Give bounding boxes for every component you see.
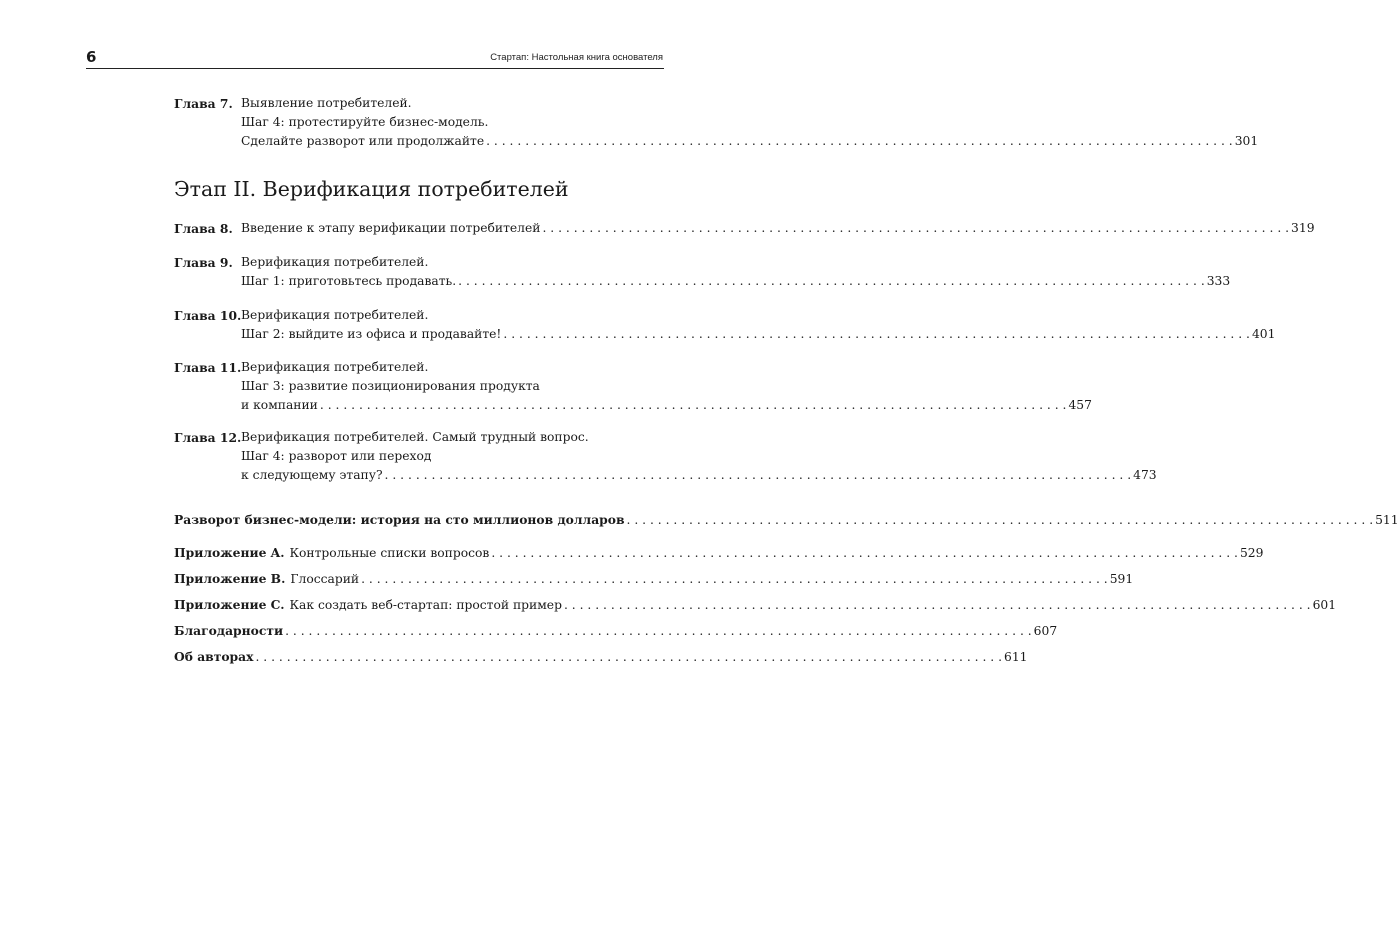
chapter-label: Глава 11.: [174, 360, 242, 375]
toc-entry-chapter-12[interactable]: [174, 428, 1157, 485]
chapter-label: Глава 12.: [174, 430, 242, 445]
page-ref: 301: [1234, 134, 1259, 148]
toc-entry-chapter-10[interactable]: [174, 306, 1276, 344]
toc-entry-chapter-7[interactable]: [174, 94, 1259, 151]
leader-dots: . . . . . . . . . . . . . . . . . . . . . . . . . . . . . . . . . . . . . . . . . . . . . . . . . . . . . . . . . . . . . . . . . . . . . . . . . . . . . . . . . . . . . . . . . . . . . . . .: [255, 650, 1003, 664]
chapter-label: Глава 8.: [174, 221, 233, 236]
running-header: [86, 50, 664, 69]
toc-entry-appendix-a[interactable]: [174, 543, 1264, 562]
chapter-title-line: и компании: [241, 398, 318, 412]
page-ref: 457: [1068, 398, 1092, 412]
toc-entry-chapter-11[interactable]: [174, 358, 1092, 415]
page-ref: 607: [1033, 624, 1058, 638]
chapter-title-line: Верификация потребителей.: [241, 360, 429, 374]
toc-entry-chapter-8[interactable]: [174, 219, 1315, 238]
chapter-title-line: Верификация потребителей. Самый трудный вопрос.: [241, 430, 589, 444]
toc-entry-appendix-b[interactable]: [174, 569, 1134, 588]
chapter-title-line: к следующему этапу?: [241, 468, 383, 482]
leader-dots: . . . . . . . . . . . . . . . . . . . . . . . . . . . . . . . . . . . . . . . . . . . . . . . . . . . . . . . . . . . . . . . . . . . . . . . . . . . . . . . . . . . . . . . . . . . . . . . .: [486, 134, 1233, 148]
chapter-label: Глава 7.: [174, 96, 233, 111]
chapter-title-line: Шаг 1: приготовьтесь продавать.: [241, 274, 457, 288]
toc-entry-acknowledgements[interactable]: [174, 621, 1058, 640]
chapter-title-line: Сделайте разворот или продолжайте: [241, 134, 485, 148]
leader-dots: . . . . . . . . . . . . . . . . . . . . . . . . . . . . . . . . . . . . . . . . . . . . . . . . . . . . . . . . . . . . . . . . . . . . . . . . . . . . . . . . . . . . . . . . . . . . . . . .: [491, 546, 1238, 560]
entry-label: Разворот бизнес-модели: история на сто миллионов долларов: [174, 512, 625, 527]
entry-label: Об авторах: [174, 649, 254, 664]
leader-dots: . . . . . . . . . . . . . . . . . . . . . . . . . . . . . . . . . . . . . . . . . . . . . . . . . . . . . . . . . . . . . . . . . . . . . . . . . . . . . . . . . . . . . . . . . . . . . . . .: [626, 513, 1374, 527]
chapter-label: Глава 9.: [174, 255, 233, 270]
leader-dots: . . . . . . . . . . . . . . . . . . . . . . . . . . . . . . . . . . . . . . . . . . . . . . . . . . . . . . . . . . . . . . . . . . . . . . . . . . . . . . . . . . . . . . . . . . . . . . . .: [384, 468, 1132, 482]
chapter-title-line: Верификация потребителей.: [241, 308, 429, 322]
toc-entry-pivot[interactable]: [174, 510, 1399, 529]
chapter-title-line: Шаг 4: разворот или переход: [241, 449, 432, 463]
section-heading: Этап II. Верификация потребителей: [174, 177, 569, 201]
leader-dots: . . . . . . . . . . . . . . . . . . . . . . . . . . . . . . . . . . . . . . . . . . . . . . . . . . . . . . . . . . . . . . . . . . . . . . . . . . . . . . . . . . . . . . . . . . . . . . . .: [563, 598, 1311, 612]
leader-dots: . . . . . . . . . . . . . . . . . . . . . . . . . . . . . . . . . . . . . . . . . . . . . . . . . . . . . . . . . . . . . . . . . . . . . . . . . . . . . . . . . . . . . . . . . . . . . . . .: [542, 221, 1290, 235]
toc-entry-appendix-c[interactable]: [174, 595, 1337, 614]
page-ref: 611: [1004, 650, 1028, 664]
chapter-title-line: Выявление потребителей.: [241, 96, 412, 110]
chapter-title-line: Шаг 3: развитие позиционирования продукта: [241, 379, 540, 393]
entry-text: Глоссарий: [290, 572, 360, 586]
page-ref: 473: [1133, 468, 1157, 482]
entry-label: Приложение B.: [174, 571, 286, 586]
entry-label: Благодарности: [174, 623, 284, 638]
entry-text: Как создать веб-стартап: простой пример: [289, 598, 562, 612]
chapter-title-line: Верификация потребителей.: [241, 255, 429, 269]
chapter-title-line: Введение к этапу верификации потребителей: [241, 221, 541, 235]
page-ref: 601: [1312, 598, 1337, 612]
entry-label: Приложение C.: [174, 597, 285, 612]
leader-dots: . . . . . . . . . . . . . . . . . . . . . . . . . . . . . . . . . . . . . . . . . . . . . . . . . . . . . . . . . . . . . . . . . . . . . . . . . . . . . . . . . . . . . . . . . . . . . . . .: [361, 572, 1108, 586]
page-ref: 591: [1109, 572, 1134, 586]
page-ref: 401: [1251, 327, 1276, 341]
page-ref: 511: [1375, 513, 1399, 527]
page-ref: 333: [1206, 274, 1231, 288]
page-ref: 529: [1239, 546, 1264, 560]
leader-dots: . . . . . . . . . . . . . . . . . . . . . . . . . . . . . . . . . . . . . . . . . . . . . . . . . . . . . . . . . . . . . . . . . . . . . . . . . . . . . . . . . . . . . . . . . . . . . . . .: [319, 398, 1067, 412]
toc-entry-chapter-9[interactable]: [174, 253, 1231, 291]
page-number: 6: [86, 48, 97, 66]
chapter-title-line: Шаг 4: протестируйте бизнес-модель.: [241, 115, 489, 129]
leader-dots: . . . . . . . . . . . . . . . . . . . . . . . . . . . . . . . . . . . . . . . . . . . . . . . . . . . . . . . . . . . . . . . . . . . . . . . . . . . . . . . . . . . . . . . . . . . . . . . .: [458, 274, 1205, 288]
running-title: Стартап: Настольная книга основателя: [490, 52, 663, 63]
chapter-title-line: Шаг 2: выйдите из офиса и продавайте!: [241, 327, 502, 341]
leader-dots: . . . . . . . . . . . . . . . . . . . . . . . . . . . . . . . . . . . . . . . . . . . . . . . . . . . . . . . . . . . . . . . . . . . . . . . . . . . . . . . . . . . . . . . . . . . . . . . .: [285, 624, 1032, 638]
page-ref: 319: [1291, 221, 1315, 235]
toc-entry-about-authors[interactable]: [174, 647, 1028, 666]
entry-text: Контрольные списки вопросов: [289, 546, 490, 560]
entry-label: Приложение A.: [174, 545, 285, 560]
leader-dots: . . . . . . . . . . . . . . . . . . . . . . . . . . . . . . . . . . . . . . . . . . . . . . . . . . . . . . . . . . . . . . . . . . . . . . . . . . . . . . . . . . . . . . . . . . . . . . . .: [503, 327, 1250, 341]
chapter-label: Глава 10.: [174, 308, 242, 323]
